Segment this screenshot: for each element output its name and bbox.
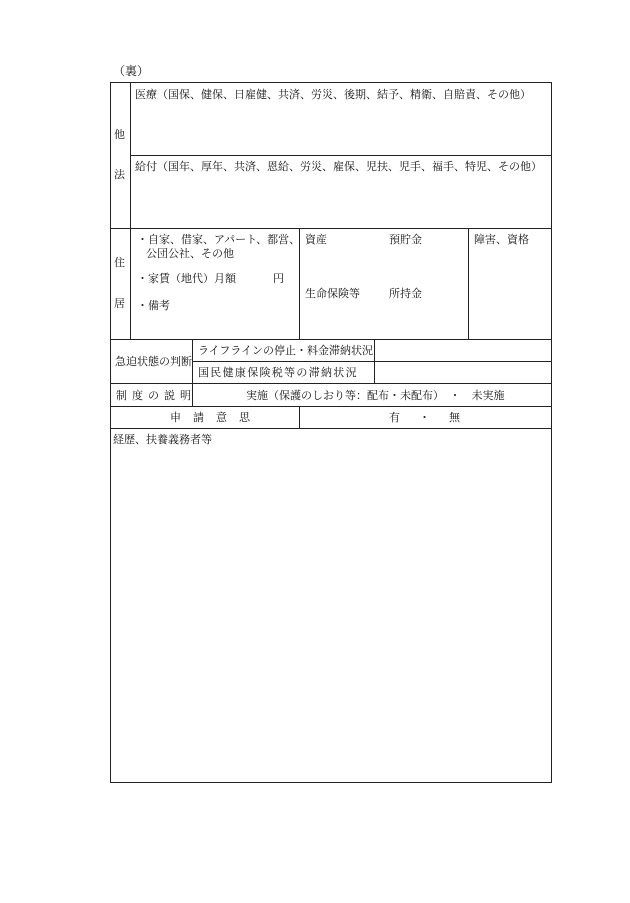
housing-char-1: 住 bbox=[114, 256, 125, 269]
nhi-tax-status-label: 国民健康保険税等の滞納状況 bbox=[198, 366, 358, 379]
divider bbox=[110, 383, 552, 384]
life-insurance-label: 生命保険等 bbox=[305, 287, 360, 300]
disability-label: 障害、資格 bbox=[474, 233, 529, 246]
intention-label: 申請意思 bbox=[170, 411, 262, 424]
urgency-label: 急迫状態の判断 bbox=[115, 355, 192, 368]
cash-label: 所持金 bbox=[389, 287, 422, 300]
divider bbox=[374, 339, 375, 383]
housing-char-2: 居 bbox=[114, 297, 125, 310]
deposits-label: 預貯金 bbox=[389, 233, 422, 246]
page-side-label: （裏） bbox=[113, 64, 150, 78]
explanation-value: 実施（保護のしおり等：配布・未配布） ・ 未実施 bbox=[246, 389, 505, 402]
explanation-label: 制度の説明 bbox=[116, 389, 196, 402]
divider bbox=[110, 406, 552, 407]
divider bbox=[110, 339, 552, 340]
other-law-char-2: 法 bbox=[114, 168, 125, 181]
history-label: 経歴、扶養義務者等 bbox=[113, 433, 212, 446]
rent-unit: 円 bbox=[273, 272, 284, 285]
benefits-text: 給付（国年、厚年、共済、恩給、労災、雇保、児扶、児手、福手、特児、その他） bbox=[135, 160, 542, 173]
divider bbox=[110, 428, 552, 429]
other-law-char-1: 他 bbox=[114, 128, 125, 141]
divider bbox=[110, 228, 552, 229]
divider bbox=[130, 155, 552, 156]
rent-label: ・家賃（地代）月額 bbox=[137, 272, 236, 285]
remarks-label: ・備考 bbox=[137, 299, 170, 312]
medical-insurance-text: 医療（国保、健保、日雇健、共済、労災、後期、結予、精衛、自賠責、その他） bbox=[135, 88, 531, 101]
divider bbox=[130, 82, 131, 339]
divider bbox=[299, 406, 300, 428]
assets-label: 資産 bbox=[305, 233, 327, 246]
housing-type-line-2: 公団公社、その他 bbox=[146, 247, 234, 260]
divider bbox=[468, 228, 469, 339]
divider bbox=[192, 361, 552, 362]
housing-type-line-1: ・自家、借家、アパート、都営、 bbox=[137, 233, 301, 246]
intention-value: 有 ・ 無 bbox=[389, 411, 464, 424]
lifeline-status-label: ライフラインの停止・料金滞納状況 bbox=[198, 344, 374, 357]
